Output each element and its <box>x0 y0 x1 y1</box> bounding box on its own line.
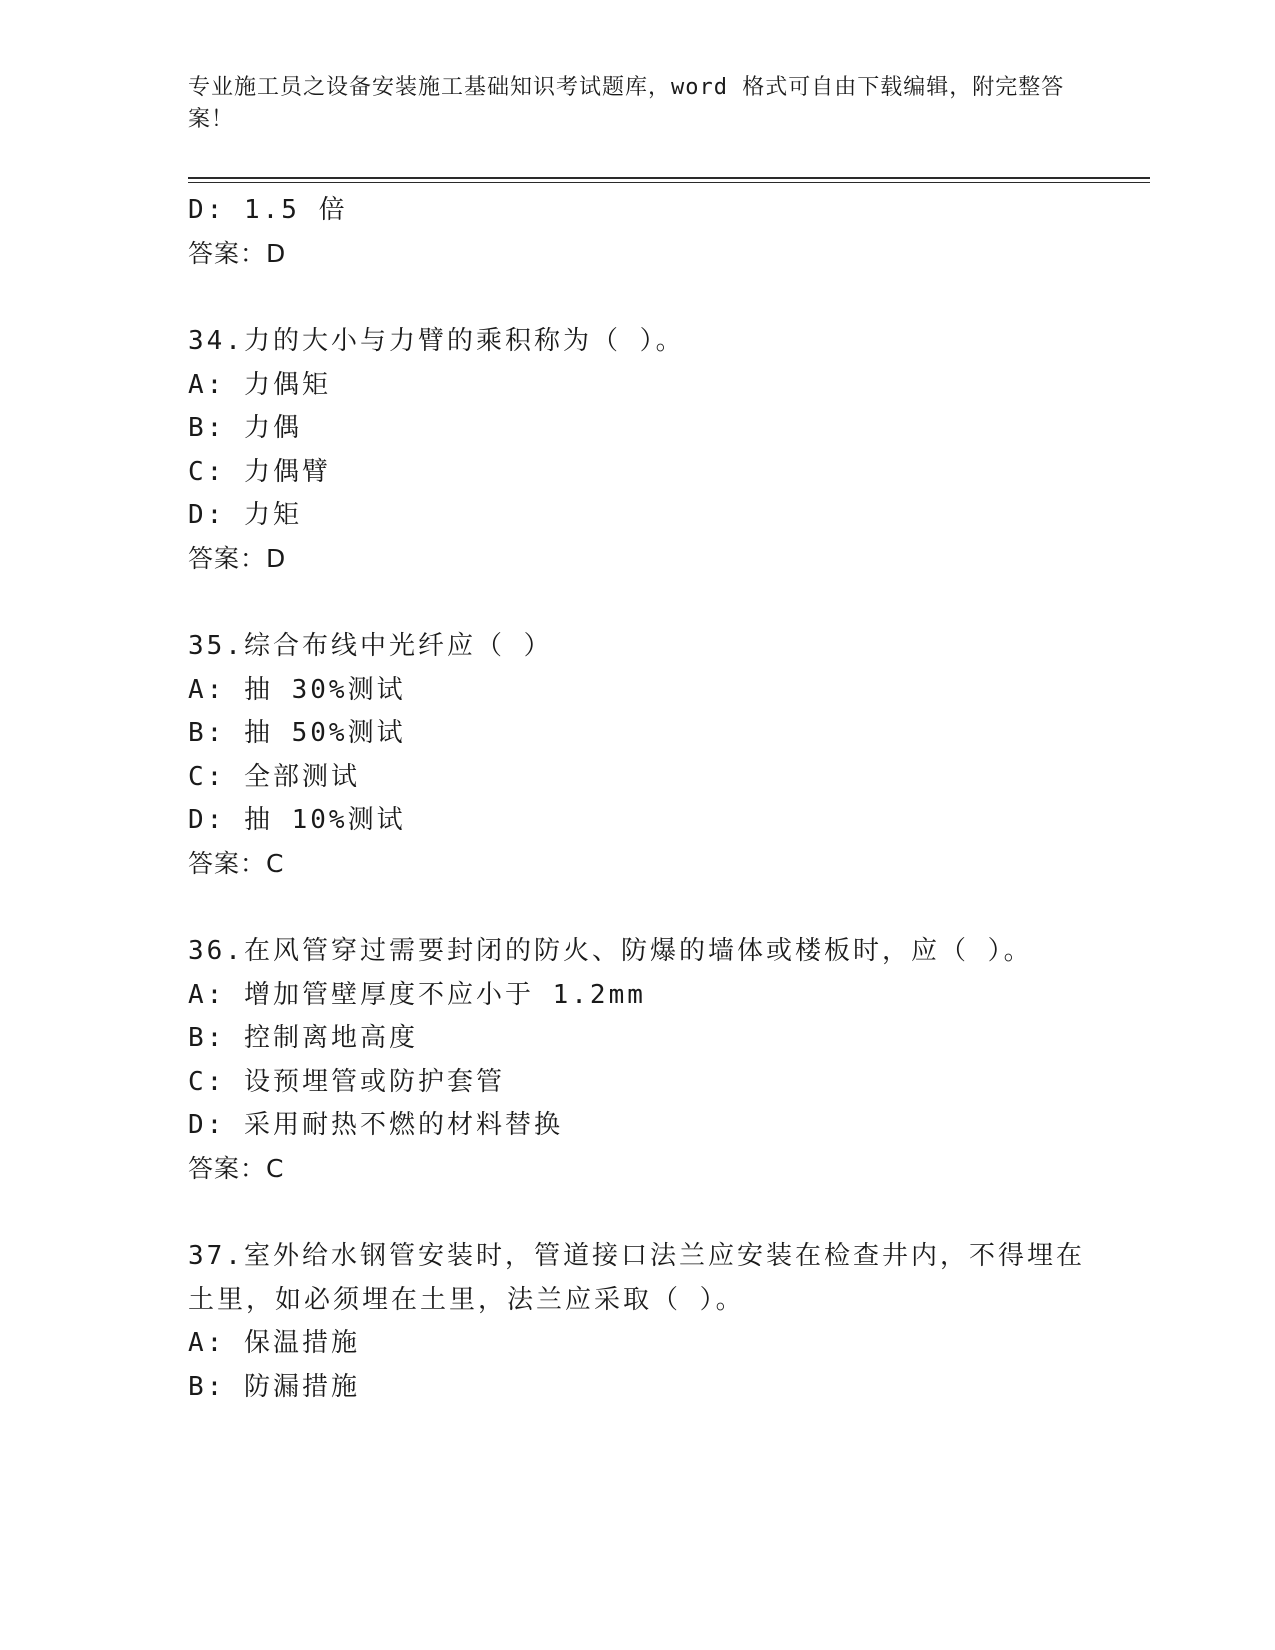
q37-option-a: A: 保温措施 <box>188 1328 360 1358</box>
q36-option-d: D: 采用耐热不燃的材料替换 <box>188 1110 563 1140</box>
q35-option-c: C: 全部测试 <box>188 762 360 792</box>
q34-option-d: D: 力矩 <box>188 500 302 530</box>
q34-option-a: A: 力偶矩 <box>188 370 331 400</box>
header-divider-thin <box>188 182 1150 183</box>
q35-option-a: A: 抽 30%测试 <box>188 675 406 705</box>
q36-answer: 答案：C <box>188 1154 285 1183</box>
q36-option-a: A: 增加管壁厚度不应小于 1.2mm <box>188 980 646 1010</box>
q35-option-d: D: 抽 10%测试 <box>188 805 406 835</box>
q34-option-b: B: 力偶 <box>188 413 302 443</box>
q35-question: 35.综合布线中光纤应（ ） <box>188 631 553 661</box>
header-divider-thick <box>188 177 1150 179</box>
q37-option-b: B: 防漏措施 <box>188 1372 360 1402</box>
prev-option-d: D: 1.5 倍 <box>188 195 348 225</box>
q36-option-b: B: 控制离地高度 <box>188 1023 418 1053</box>
q36-question: 36.在风管穿过需要封闭的防火、防爆的墙体或楼板时，应（ ）。 <box>188 936 1033 966</box>
q37-question-line1: 37.室外给水钢管安装时，管道接口法兰应安装在检查井内，不得埋在 <box>188 1241 1085 1271</box>
q35-option-b: B: 抽 50%测试 <box>188 718 406 748</box>
q34-answer: 答案：D <box>188 544 287 573</box>
prev-answer: 答案：D <box>188 239 287 268</box>
q34-question: 34.力的大小与力臂的乘积称为（ ）。 <box>188 326 685 356</box>
q37-question-line2: 土里，如必须埋在土里，法兰应采取（ ）。 <box>188 1285 745 1315</box>
q34-option-c: C: 力偶臂 <box>188 457 331 487</box>
q36-option-c: C: 设预埋管或防护套管 <box>188 1067 505 1097</box>
document-header: 专业施工员之设备安装施工基础知识考试题库，word 格式可自由下载编辑，附完整答案！ <box>188 75 1065 132</box>
q35-answer: 答案：C <box>188 849 285 878</box>
